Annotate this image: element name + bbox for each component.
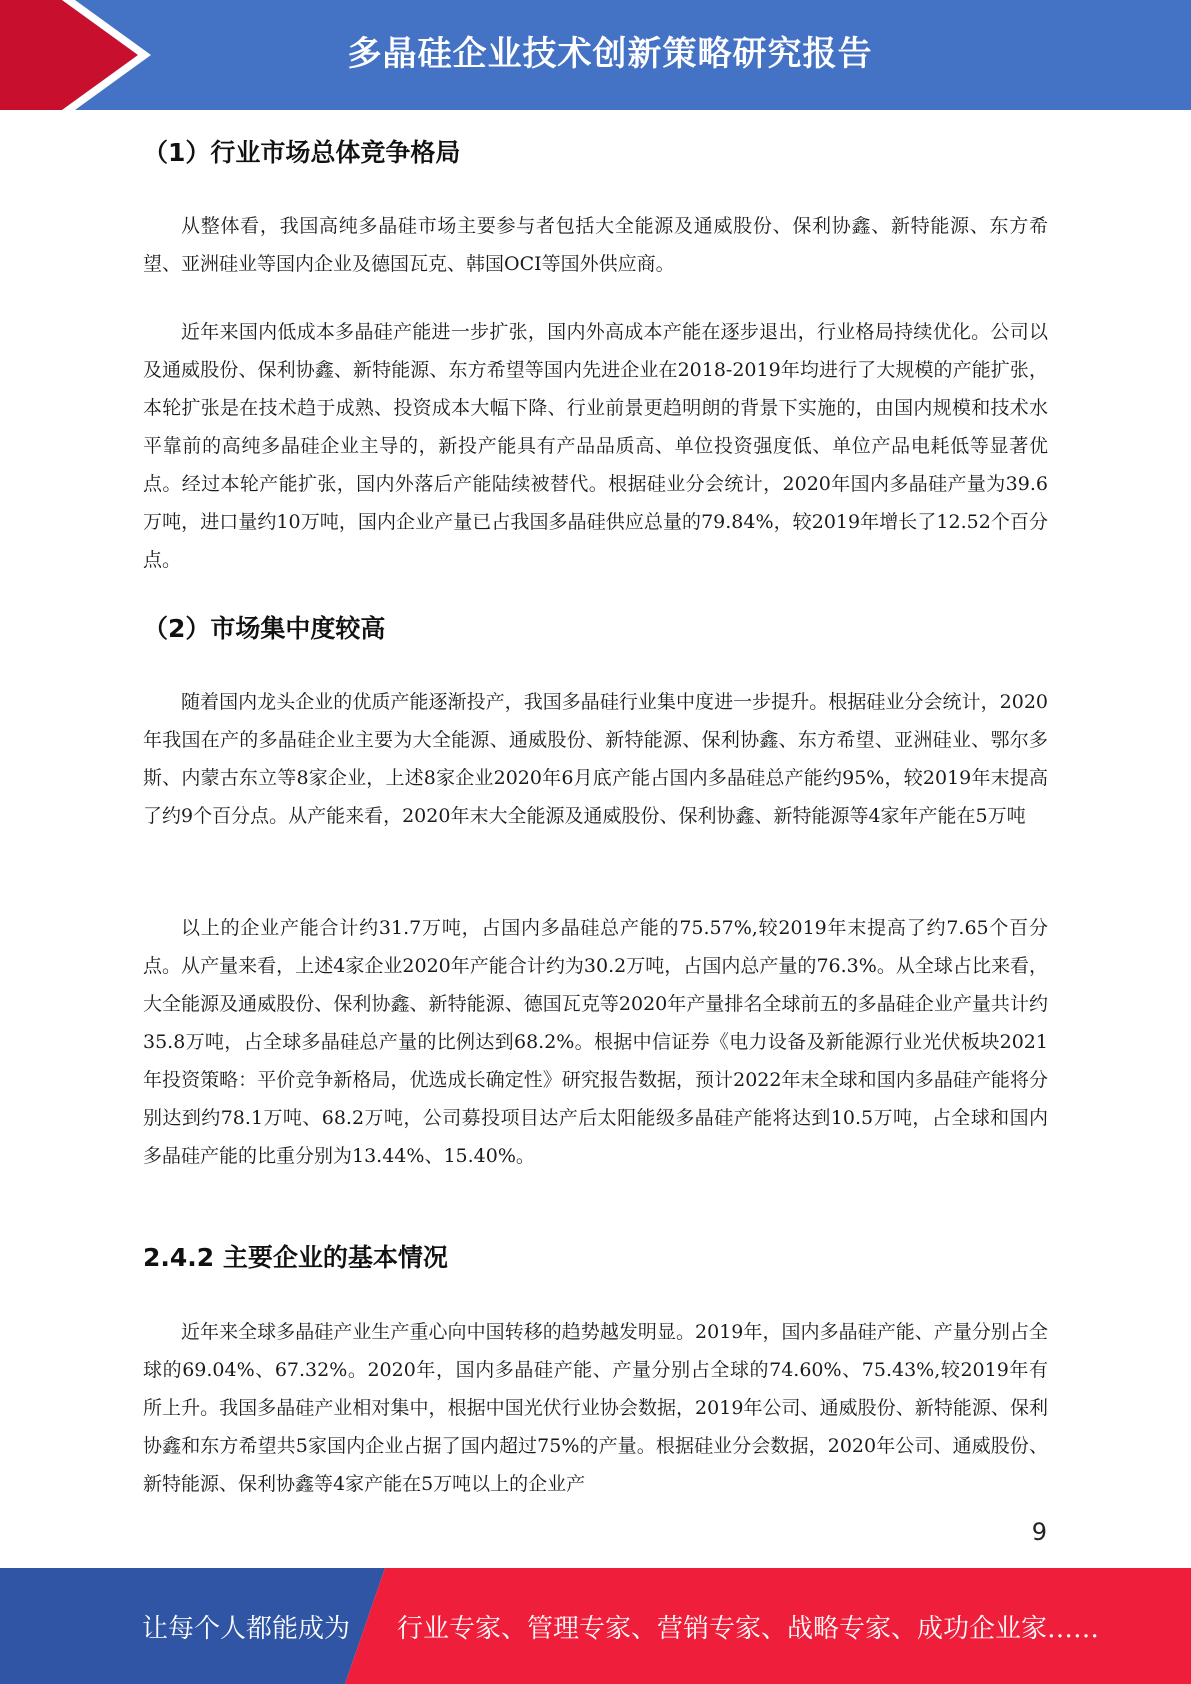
page-footer xyxy=(0,1568,1191,1684)
page-header xyxy=(0,0,1191,110)
paragraph-capacity-expansion: 近年来国内低成本多晶硅产能进一步扩张，国内外高成本产能在逐步退出，行业格局持续优化。公司以及通威股份、保利协鑫、新特能源、东方希望等国内先进企业在2018-2019年均进行了大规模的产能扩张，本轮扩张是在技术趋于成熟、投资成本大幅下降、行业前景更趋明朗的背景下实施的，由国内规模和技术水平靠前的高纯多晶硅企业主导的，新投产能具有产品品质高、单位投资强度低、单位产品电耗低等显著优点。经过本轮产能扩张，国内外落后产能陆续被替代。根据硅业分会统计，2020年国内多晶硅产量为39.6万吨，进口量约10万吨，国内企业产量已占我国多晶硅供应总量的79.84%，较2019年增长了12.52个百分点。 xyxy=(143,321,1048,571)
section-heading-major-companies: 2.4.2 主要企业的基本情况 xyxy=(143,1243,448,1272)
paragraph-major-companies: 近年来全球多晶硅产业生产重心向中国转移的趋势越发明显。2019年，国内多晶硅产能、产量分别占全球的69.04%、67.32%。2020年，国内多晶硅产能、产量分别占全球的74.60%、75.43%,较2019年有所上升。我国多晶硅产业相对集中，根据中国光伏行业协会数据，2019年公司、通威股份、新特能源、保利协鑫和东方希望共5家国内企业占据了国内超过75%的产量。根据硅业分会数据，2020年公司、通威股份、新特能源、保利协鑫等4家产能在5万吨以上的企业产 xyxy=(143,1321,1048,1495)
paragraph-concentration: 随着国内龙头企业的优质产能逐渐投产，我国多晶硅行业集中度进一步提升。根据硅业分会统计，2020年我国在产的多晶硅企业主要为大全能源、通威股份、新特能源、保利协鑫、东方希望、亚洲硅业、鄂尔多斯、内蒙古东立等8家企业，上述8家企业2020年6月底产能占国内多晶硅总产能约95%，较2019年末提高了约9个百分点。从产能来看，2020年末大全能源及通威股份、保利协鑫、新特能源等4家年产能在5万吨 xyxy=(143,691,1048,827)
header-red-arrow-icon xyxy=(0,0,160,110)
paragraph-overview: 从整体看，我国高纯多晶硅市场主要参与者包括大全能源及通威股份、保利协鑫、新特能源、东方希望、亚洲硅业等国内企业及德国瓦克、韩国OCI等国外供应商。 xyxy=(143,215,1048,275)
section-heading-market-competition: （1）行业市场总体竞争格局 xyxy=(143,138,461,167)
footer-slogan-right: 行业专家、管理专家、营销专家、战略专家、成功企业家…… xyxy=(397,1614,1100,1644)
paragraph-capacity-share: 以上的企业产能合计约31.7万吨，占国内多晶硅总产能的75.57%,较2019年末提高了约7.65个百分点。从产量来看，上述4家企业2020年产能合计约为30.2万吨，占国内总产量的76.3%。从全球占比来看，大全能源及通威股份、保利协鑫、新特能源、德国瓦克等2020年产量排名全球前五的多晶硅企业产量共计约35.8万吨，占全球多晶硅总产量的比例达到68.2%。根据中信证券《电力设备及新能源行业光伏板块2021年投资策略：平价竞争新格局，优选成长确定性》研究报告数据，预计2022年末全球和国内多晶硅产能将分别达到约78.1万吨、68.2万吨，公司募投项目达产后太阳能级多晶硅产能将达到10.5万吨，占全球和国内多晶硅产能的比重分别为13.44%、15.40%。 xyxy=(143,917,1048,1167)
section-heading-market-concentration: （2）市场集中度较高 xyxy=(143,614,386,643)
page-number: 9 xyxy=(1031,1518,1047,1546)
report-title: 多晶硅企业技术创新策略研究报告 xyxy=(347,34,873,74)
footer-slogan-left: 让每个人都能成为 xyxy=(142,1614,351,1644)
